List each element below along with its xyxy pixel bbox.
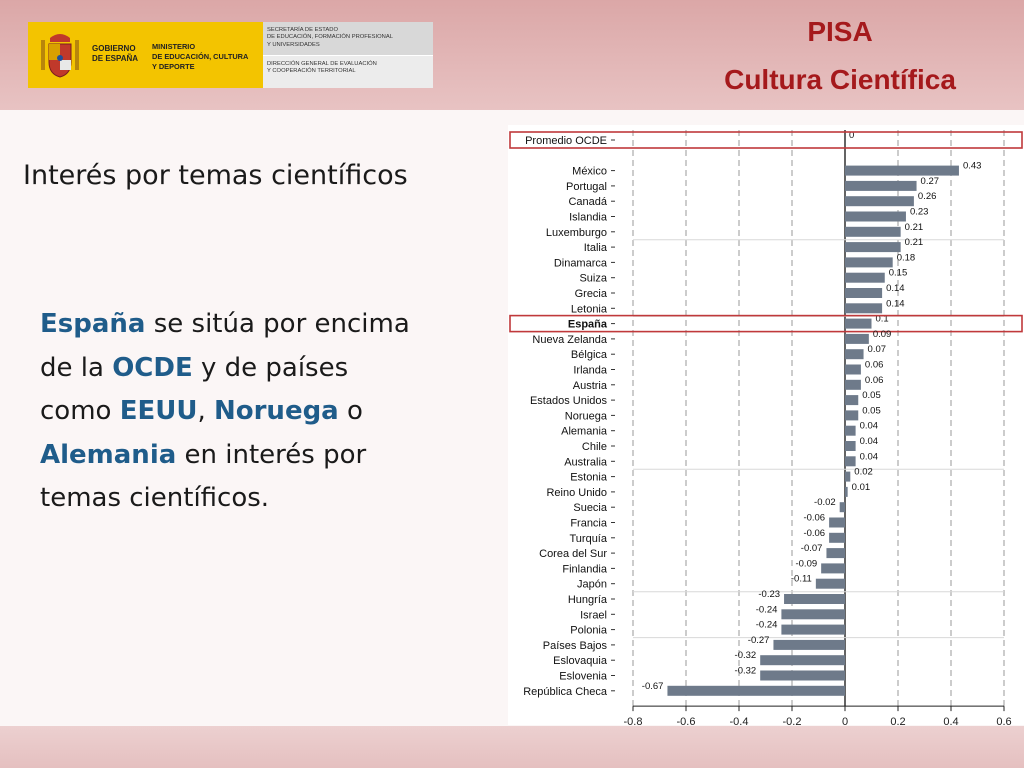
bar <box>781 625 845 635</box>
bar <box>760 671 845 681</box>
paragraph-text: o <box>338 396 363 426</box>
bar <box>845 349 864 359</box>
logo-yellow-area <box>28 22 263 88</box>
value-label: 0.04 <box>859 436 879 447</box>
value-label: 0.18 <box>896 252 916 264</box>
category-label: Noruega <box>564 410 607 423</box>
x-tick-label: -0.4 <box>729 716 749 725</box>
value-label: -0.02 <box>814 497 836 509</box>
bar <box>781 609 845 619</box>
value-label: 0.05 <box>862 405 881 417</box>
x-tick-label: -0.6 <box>676 716 696 725</box>
paragraph-text: , <box>197 396 214 426</box>
summary-paragraph <box>40 303 420 521</box>
bar <box>840 502 845 512</box>
value-label: -0.32 <box>734 650 757 662</box>
bar <box>845 303 882 313</box>
bar <box>845 487 848 497</box>
highlight-term: Alemania <box>40 439 177 470</box>
category-label: Corea del Sur <box>539 548 607 561</box>
bar <box>826 548 845 558</box>
value-label: -0.07 <box>800 543 823 555</box>
category-label: Israel <box>580 609 607 622</box>
x-tick-label: -0.2 <box>782 716 802 725</box>
category-label: Nueva Zelanda <box>532 333 607 346</box>
logo-ministerio-text: MINISTERIO DE EDUCACIÓN, CULTURA Y DEPORTE <box>152 42 249 71</box>
interest-bar-chart <box>508 125 1024 725</box>
value-label: 0.01 <box>851 481 871 493</box>
bar <box>845 426 856 436</box>
value-label: -0.09 <box>795 558 818 570</box>
category-label: Bélgica <box>570 349 607 362</box>
value-label: 0.02 <box>854 466 873 478</box>
bar <box>845 456 856 466</box>
value-label: 0 <box>849 130 855 141</box>
bar <box>845 181 917 191</box>
category-label: Grecia <box>574 288 607 300</box>
category-label: Chile <box>581 441 607 453</box>
category-label: Dinamarca <box>553 257 607 270</box>
category-label: Promedio OCDE <box>525 135 607 147</box>
value-label: 0.04 <box>859 420 879 432</box>
value-label: -0.24 <box>755 604 778 616</box>
value-label: 0.21 <box>904 237 924 249</box>
category-label: Portugal <box>566 180 607 193</box>
bar <box>845 472 850 482</box>
category-label: Hungría <box>567 594 607 606</box>
logo-secretaria-box <box>263 22 433 56</box>
bar <box>773 640 845 650</box>
bar <box>845 410 858 420</box>
section-heading: Interés por temas científicos <box>23 160 408 191</box>
highlight-term: Noruega <box>213 396 339 426</box>
paragraph-text: se sitúa por encima de la <box>40 309 410 383</box>
x-tick-label: 0.4 <box>943 716 959 725</box>
x-tick-label: 0.6 <box>996 716 1012 725</box>
highlight-term: EEUU <box>119 396 198 426</box>
bar <box>845 196 914 206</box>
bar <box>845 227 901 237</box>
x-tick-label: -0.8 <box>623 716 643 725</box>
category-label: Letonia <box>570 303 607 316</box>
value-label: -0.24 <box>755 619 778 631</box>
bar <box>784 594 845 604</box>
category-label: Estonia <box>570 471 607 484</box>
category-label: Reino Unido <box>546 486 607 499</box>
category-label: Eslovaquia <box>553 655 607 668</box>
category-label: Turquía <box>569 532 607 545</box>
footer-band <box>0 726 1024 768</box>
category-label: Japón <box>577 578 607 591</box>
category-label: México <box>572 165 607 178</box>
highlight-term: OCDE <box>112 352 193 383</box>
value-label: 0.14 <box>886 298 905 310</box>
bar <box>845 319 872 329</box>
value-label: -0.06 <box>803 527 826 539</box>
bar <box>845 365 861 375</box>
logo-secretaria-text: SECRETARÍA DE ESTADO DE EDUCACIÓN, FORMACIÓN PROFESIONAL Y UNIVERSIDADES <box>267 27 393 48</box>
bar <box>845 242 901 252</box>
logo-direccion-box <box>263 56 433 88</box>
category-label: República Checa <box>523 685 607 698</box>
bar <box>845 257 893 267</box>
paragraph-text: en interés por temas científicos. <box>40 439 367 513</box>
category-label: Suecia <box>573 502 607 515</box>
value-label: 0.21 <box>904 221 924 233</box>
category-label: Finlandia <box>562 563 607 576</box>
value-label: 0.27 <box>920 175 940 187</box>
logo-gobierno-text: GOBIERNO DE ESPAÑA <box>92 44 139 63</box>
bar <box>816 579 845 589</box>
value-label: 0.14 <box>886 283 905 294</box>
bar <box>667 686 845 696</box>
value-label: 0.09 <box>872 328 892 340</box>
category-label: Canadá <box>568 196 607 209</box>
value-label: -0.23 <box>758 589 781 600</box>
category-label: Francia <box>570 517 607 530</box>
category-label: Suiza <box>579 272 607 285</box>
value-label: 0.23 <box>909 206 929 218</box>
bar <box>845 395 858 405</box>
category-label: Estados Unidos <box>529 395 607 408</box>
value-label: -0.11 <box>790 573 812 585</box>
bar <box>845 273 885 283</box>
bar <box>845 380 861 390</box>
value-label: -0.06 <box>803 512 826 524</box>
bar <box>829 518 845 528</box>
value-label: 0.04 <box>859 451 879 463</box>
bar <box>821 563 845 573</box>
paragraph-text: y de países como <box>40 352 349 426</box>
slide-title-pisa: PISA <box>807 16 873 47</box>
category-label: Islandia <box>569 211 607 224</box>
value-label: 0.1 <box>875 313 889 325</box>
value-label: -0.27 <box>747 634 770 646</box>
category-label: Eslovenia <box>559 670 607 683</box>
coat-of-arms-icon <box>38 30 82 80</box>
slide-title-cultura: Cultura Científica <box>724 64 956 95</box>
logo-direccion-text: DIRECCIÓN GENERAL DE EVALUACIÓN Y COOPERACIÓN TERRITORIAL <box>267 61 377 75</box>
value-label: 0.07 <box>867 344 887 356</box>
bar <box>760 655 845 665</box>
bar <box>829 533 845 543</box>
category-label: Australia <box>564 456 607 469</box>
category-label: Países Bajos <box>542 639 607 652</box>
highlight-term: España <box>40 309 146 339</box>
bar <box>845 288 882 298</box>
category-label: Polonia <box>570 624 607 637</box>
category-label: Alemania <box>561 425 607 438</box>
value-label: -0.67 <box>641 680 664 692</box>
value-label: 0.06 <box>864 374 884 386</box>
category-label: Luxemburgo <box>545 226 607 239</box>
value-label: 0.15 <box>888 267 908 279</box>
value-label: 0.06 <box>864 359 884 371</box>
bar <box>845 334 869 344</box>
x-tick-label: 0.2 <box>890 716 906 725</box>
value-label: 0.43 <box>962 160 982 172</box>
category-label: Austria <box>572 379 607 392</box>
ministry-logo <box>28 22 433 88</box>
category-label: Italia <box>583 242 607 255</box>
bar <box>845 441 856 451</box>
value-label: 0.05 <box>862 390 881 402</box>
category-label: Irlanda <box>573 364 607 377</box>
bar <box>845 166 959 176</box>
value-label: 0.26 <box>917 191 937 203</box>
bar <box>845 212 906 222</box>
value-label: -0.32 <box>734 665 757 677</box>
category-label: España <box>567 318 607 331</box>
x-tick-label: 0 <box>841 716 849 725</box>
